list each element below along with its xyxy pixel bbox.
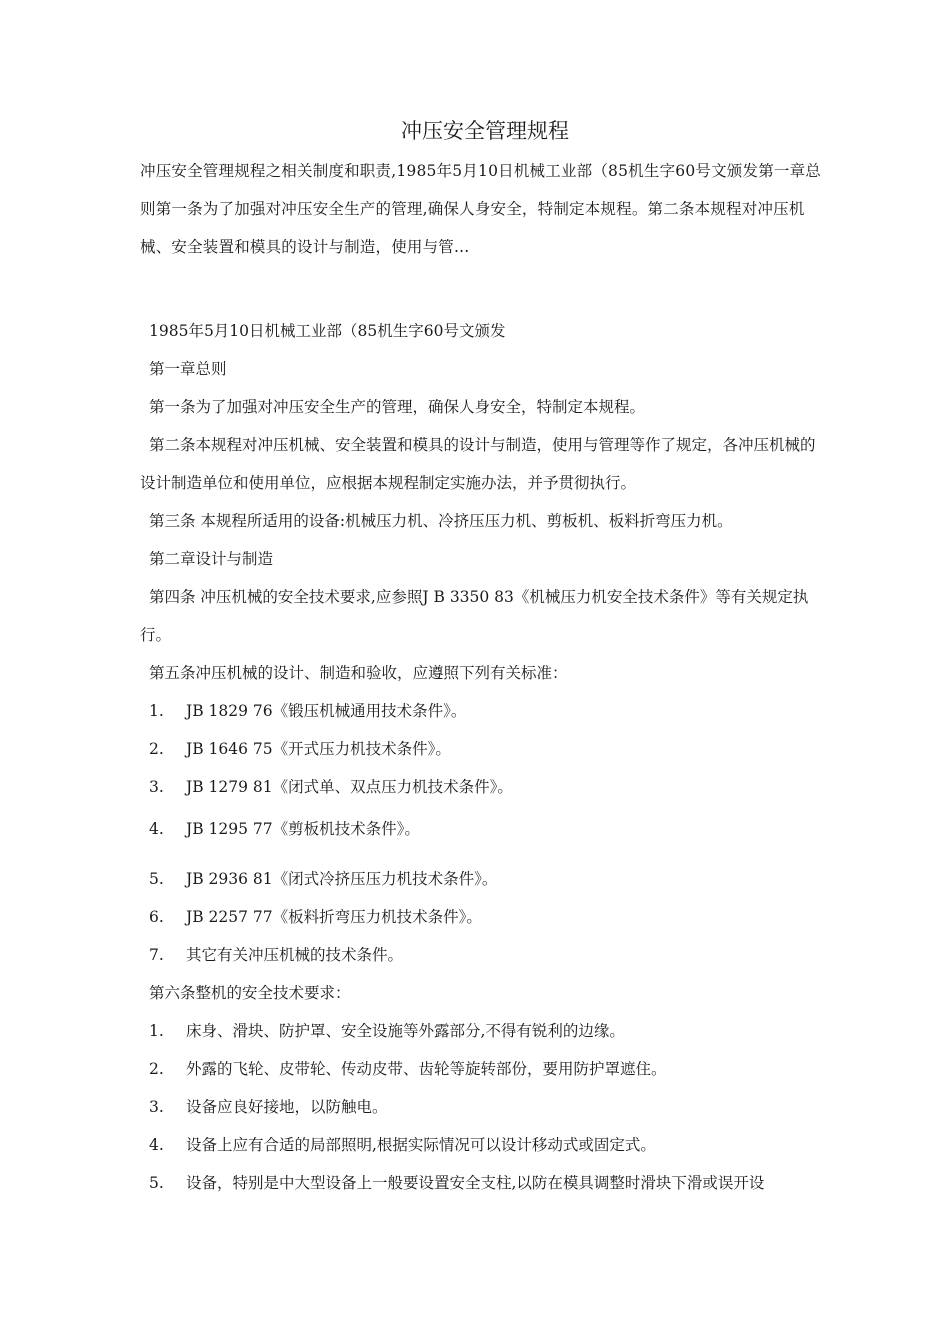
list-number: 6. [149,908,164,926]
list-item [140,1050,830,1088]
list-item [140,860,830,898]
article-6: 第六条整机的安全技术要求： [149,984,351,1002]
list-item [140,1088,830,1126]
list-number: 2. [149,740,164,758]
article-1: 第一条为了加强对冲压安全生产的管理，确保人身安全，特制定本规程。 [149,398,646,416]
document-title: 冲压安全管理规程 [401,119,569,143]
article-4: 第四条 冲压机械的安全技术要求,应参照J B 3350 83《机械压力机安全技术条件》等有关规定执行。 [140,588,809,644]
list-text: 外露的飞轮、皮带轮、传动皮带、齿轮等旋转部份，要用防护罩遮住。 [186,1060,667,1078]
list-item [140,898,830,936]
document-summary: 冲压安全管理规程之相关制度和职责,1985年5月10日机械工业部（85机生字60号文颁发第一章总则第一条为了加强对冲压安全生产的管理,确保人身安全，特制定本规程。第二条本规程对冲压机械、安全装置和模具的设计与制造，使用与管... [140,162,822,256]
list-item [140,692,830,730]
list-item [140,1012,830,1050]
list-text: JB 1829 76《锻压机械通用技术条件》。 [186,702,467,720]
list-item [140,1126,830,1164]
list-item [140,730,830,768]
issue-note: 1985年5月10日机械工业部（85机生字60号文颁发 [149,322,506,340]
list-number: 2. [149,1060,164,1078]
list-text: 设备，特别是中大型设备上一般要设置安全支柱,以防在模具调整时滑块下滑或误开设 [186,1174,765,1192]
list-text: 设备上应有合适的局部照明,根据实际情况可以设计移动式或固定式。 [186,1136,656,1154]
article-3: 第三条 本规程所适用的设备:机械压力机、冷挤压压力机、剪板机、板料折弯压力机。 [149,512,733,530]
article-5: 第五条冲压机械的设计、制造和验收，应遵照下列有关标准： [149,664,568,682]
article-2: 第二条本规程对冲压机械、安全装置和模具的设计与制造，使用与管理等作了规定，各冲压机械的设计制造单位和使用单位，应根据本规程制定实施办法，并予贯彻执行。 [140,436,816,492]
list-item [140,936,830,974]
list-number: 3. [149,778,164,796]
standards-list [140,692,830,974]
list-item [140,810,830,848]
list-item [140,1164,830,1202]
list-text: JB 2257 77《板料折弯压力机技术条件》。 [186,908,482,926]
list-text: JB 1295 77《剪板机技术条件》。 [186,820,420,838]
list-text: 其它有关冲压机械的技术条件。 [186,946,404,964]
chapter-2-heading: 第二章设计与制造 [149,550,274,568]
list-text: JB 1279 81《闭式单、双点压力机技术条件》。 [186,778,513,796]
list-text: JB 1646 75《开式压力机技术条件》。 [186,740,451,758]
list-number: 1. [149,1022,164,1040]
list-number: 5. [149,1174,164,1192]
spacer [140,266,830,312]
list-number: 4. [149,1136,164,1154]
list-text: JB 2936 81《闭式冷挤压压力机技术条件》。 [186,870,498,888]
chapter-1-heading: 第一章总则 [149,360,227,378]
document-page [140,116,830,1202]
list-text: 设备应良好接地，以防触电。 [186,1098,388,1116]
list-number: 1. [149,702,164,720]
list-number: 3. [149,1098,164,1116]
list-text: 床身、滑块、防护罩、安全设施等外露部分,不得有锐利的边缘。 [186,1022,625,1040]
safety-requirements-list [140,1012,830,1202]
list-number: 7. [149,946,164,964]
list-number: 4. [149,820,164,838]
list-number: 5. [149,870,164,888]
list-item [140,768,830,806]
